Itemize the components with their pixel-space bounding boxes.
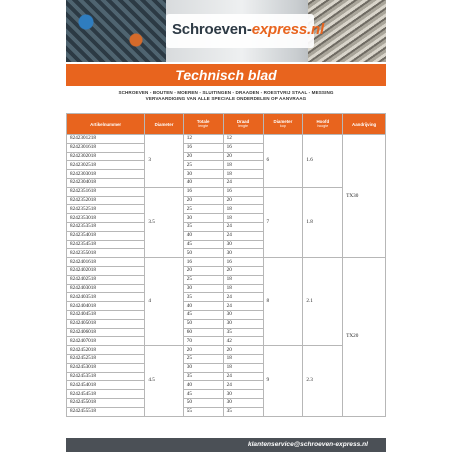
cell-total-length: 25 [183, 354, 223, 363]
cell-thread-length: 16 [223, 143, 263, 152]
cell-article-number: 8242401618 [67, 258, 145, 267]
cell-total-length: 45 [183, 240, 223, 249]
cell-thread-length: 18 [223, 214, 263, 223]
cell-thread-length: 16 [223, 187, 263, 196]
col-header-diameter: Diameter [145, 114, 183, 135]
col-header-total-length [183, 114, 223, 135]
cell-total-length: 16 [183, 143, 223, 152]
logo-dash: - [246, 21, 252, 38]
cell-thread-length: 42 [223, 337, 263, 346]
cell-thread-length: 30 [223, 240, 263, 249]
cell-diameter: 4.5 [145, 346, 183, 416]
cell-thread-length: 24 [223, 178, 263, 187]
cell-article-number: 8242354018 [67, 231, 145, 240]
cell-thread-length: 30 [223, 390, 263, 399]
cell-article-number: 8242452018 [67, 346, 145, 355]
cell-thread-length: 16 [223, 258, 263, 267]
cell-total-length: 50 [183, 319, 223, 328]
col-header-head-diameter [263, 114, 303, 135]
cell-total-length: 16 [183, 187, 223, 196]
cell-total-length: 35 [183, 222, 223, 231]
cell-thread-length: 30 [223, 310, 263, 319]
cell-thread-length: 24 [223, 381, 263, 390]
cell-thread-length: 18 [223, 284, 263, 293]
col-header-article: Artikelnummer [67, 114, 145, 135]
cell-total-length: 25 [183, 161, 223, 170]
col-header-total-label: Totale [196, 119, 210, 124]
cell-head-height: 1.6 [303, 135, 343, 188]
cell-article-number: 8242407018 [67, 337, 145, 346]
cell-thread-length: 18 [223, 170, 263, 179]
cell-total-length: 50 [183, 249, 223, 258]
cell-article-number: 8242404018 [67, 302, 145, 311]
cell-thread-length: 18 [223, 363, 263, 372]
cell-article-number: 8242453518 [67, 372, 145, 381]
cell-thread-length: 35 [223, 328, 263, 337]
col-header-head-h-label: Hoofd [316, 119, 330, 124]
cell-thread-length: 20 [223, 152, 263, 161]
table-header-row [67, 114, 386, 135]
cell-head-height: 2.1 [303, 258, 343, 346]
cell-total-length: 30 [183, 170, 223, 179]
cell-total-length: 30 [183, 363, 223, 372]
cell-article-number: 8242351618 [67, 187, 145, 196]
cell-article-number: 8242353018 [67, 214, 145, 223]
cell-thread-length: 24 [223, 222, 263, 231]
cell-total-length: 20 [183, 196, 223, 205]
cell-article-number: 8242403518 [67, 293, 145, 302]
table-row [67, 346, 386, 355]
cell-article-number: 8242453018 [67, 363, 145, 372]
title-bar [66, 64, 386, 86]
cell-total-length: 30 [183, 214, 223, 223]
cell-article-number: 8242303018 [67, 170, 145, 179]
cell-total-length: 30 [183, 284, 223, 293]
cell-article-number: 8242301218 [67, 135, 145, 144]
cell-thread-length: 18 [223, 205, 263, 214]
cell-total-length: 40 [183, 381, 223, 390]
col-header-head-dia-label: Diameter [273, 119, 293, 124]
col-header-drive: Aandrijving [343, 114, 386, 135]
cell-thread-length: 24 [223, 372, 263, 381]
cell-diameter: 3 [145, 135, 183, 188]
cell-thread-length: 18 [223, 354, 263, 363]
cell-article-number: 8242304018 [67, 178, 145, 187]
cell-total-length: 16 [183, 258, 223, 267]
cell-article-number: 8242404518 [67, 310, 145, 319]
col-header-head-h-unit: hoogte [317, 124, 329, 128]
logo-main-text: Schroeven [172, 21, 247, 38]
cell-head-height: 2.3 [303, 346, 343, 416]
cell-head-diameter: 9 [263, 346, 303, 416]
cell-article-number: 8242455018 [67, 398, 145, 407]
cell-head-diameter: 6 [263, 135, 303, 188]
cell-head-diameter: 7 [263, 187, 303, 257]
cell-total-length: 55 [183, 407, 223, 416]
cell-thread-length: 18 [223, 275, 263, 284]
cell-total-length: 45 [183, 390, 223, 399]
cell-diameter: 3.5 [145, 187, 183, 257]
tools-photo [66, 0, 166, 62]
cell-total-length: 12 [183, 135, 223, 144]
header-banner [66, 0, 386, 62]
logo-accent-text: express.nl [251, 21, 324, 38]
col-header-thread-unit: lengte [238, 124, 248, 128]
cell-total-length: 40 [183, 231, 223, 240]
cell-article-number: 8242403018 [67, 284, 145, 293]
subtitle-line-1: SCHROEVEN - BOUTEN - MOEREN - SLUITINGEN - DRAADEN - ROESTVRIJ STAAL - MESSING [118, 90, 334, 95]
cell-thread-length: 30 [223, 319, 263, 328]
logo-wordmark [172, 21, 324, 38]
technical-sheet [66, 0, 386, 452]
cell-article-number: 8242354518 [67, 240, 145, 249]
cell-article-number: 8242402518 [67, 275, 145, 284]
cell-article-number: 8242452518 [67, 354, 145, 363]
subtitle-line-2: VERVAARDIGING VAN ALLE SPECIALE ONDERDELEN OP AANVRAAG [145, 96, 307, 101]
cell-total-length: 40 [183, 302, 223, 311]
cell-total-length: 35 [183, 372, 223, 381]
cell-diameter: 4 [145, 258, 183, 346]
cell-head-diameter: 8 [263, 258, 303, 346]
cell-total-length: 40 [183, 178, 223, 187]
cell-drive: TX20 [343, 258, 386, 416]
page-title: Technisch blad [175, 67, 277, 83]
col-header-total-unit: lengte [198, 124, 209, 128]
cell-total-length: 60 [183, 328, 223, 337]
footer-email[interactable]: klantenservice@schroeven-express.nl [247, 441, 368, 448]
table-row [67, 187, 386, 196]
table-row [67, 135, 386, 144]
cell-article-number: 8242402018 [67, 266, 145, 275]
cell-total-length: 35 [183, 293, 223, 302]
cell-thread-length: 24 [223, 302, 263, 311]
cell-total-length: 20 [183, 266, 223, 275]
cell-total-length: 20 [183, 346, 223, 355]
cell-total-length: 70 [183, 337, 223, 346]
cell-article-number: 8242302518 [67, 161, 145, 170]
cell-thread-length: 12 [223, 135, 263, 144]
cell-drive: TX30 [343, 135, 386, 258]
cell-head-height: 1.8 [303, 187, 343, 257]
cell-total-length: 25 [183, 205, 223, 214]
cell-article-number: 8242455518 [67, 407, 145, 416]
cell-article-number: 8242454018 [67, 381, 145, 390]
cell-article-number: 8242302018 [67, 152, 145, 161]
cell-total-length: 45 [183, 310, 223, 319]
cell-thread-length: 24 [223, 231, 263, 240]
cell-article-number: 8242406018 [67, 328, 145, 337]
cell-thread-length: 20 [223, 346, 263, 355]
cell-article-number: 8242352018 [67, 196, 145, 205]
cell-thread-length: 30 [223, 398, 263, 407]
footer-bar [66, 438, 386, 452]
cell-article-number: 8242353518 [67, 222, 145, 231]
spec-table [66, 113, 386, 417]
cell-total-length: 20 [183, 152, 223, 161]
cell-article-number: 8242405018 [67, 319, 145, 328]
cell-thread-length: 35 [223, 407, 263, 416]
col-header-head-height [303, 114, 343, 135]
cell-article-number: 8242301618 [67, 143, 145, 152]
cell-article-number: 8242355018 [67, 249, 145, 258]
table-row [67, 258, 386, 267]
table-body [67, 135, 386, 417]
col-header-thread-label: Draad [236, 119, 250, 124]
cell-total-length: 25 [183, 275, 223, 284]
col-header-head-dia-unit: kop [280, 124, 286, 128]
cell-article-number: 8242454518 [67, 390, 145, 399]
col-header-thread-length [223, 114, 263, 135]
cell-thread-length: 20 [223, 196, 263, 205]
cell-thread-length: 20 [223, 266, 263, 275]
cell-article-number: 8242352518 [67, 205, 145, 214]
cell-thread-length: 18 [223, 161, 263, 170]
logo [166, 14, 324, 48]
cell-thread-length: 24 [223, 293, 263, 302]
cell-total-length: 50 [183, 398, 223, 407]
cell-thread-length: 30 [223, 249, 263, 258]
